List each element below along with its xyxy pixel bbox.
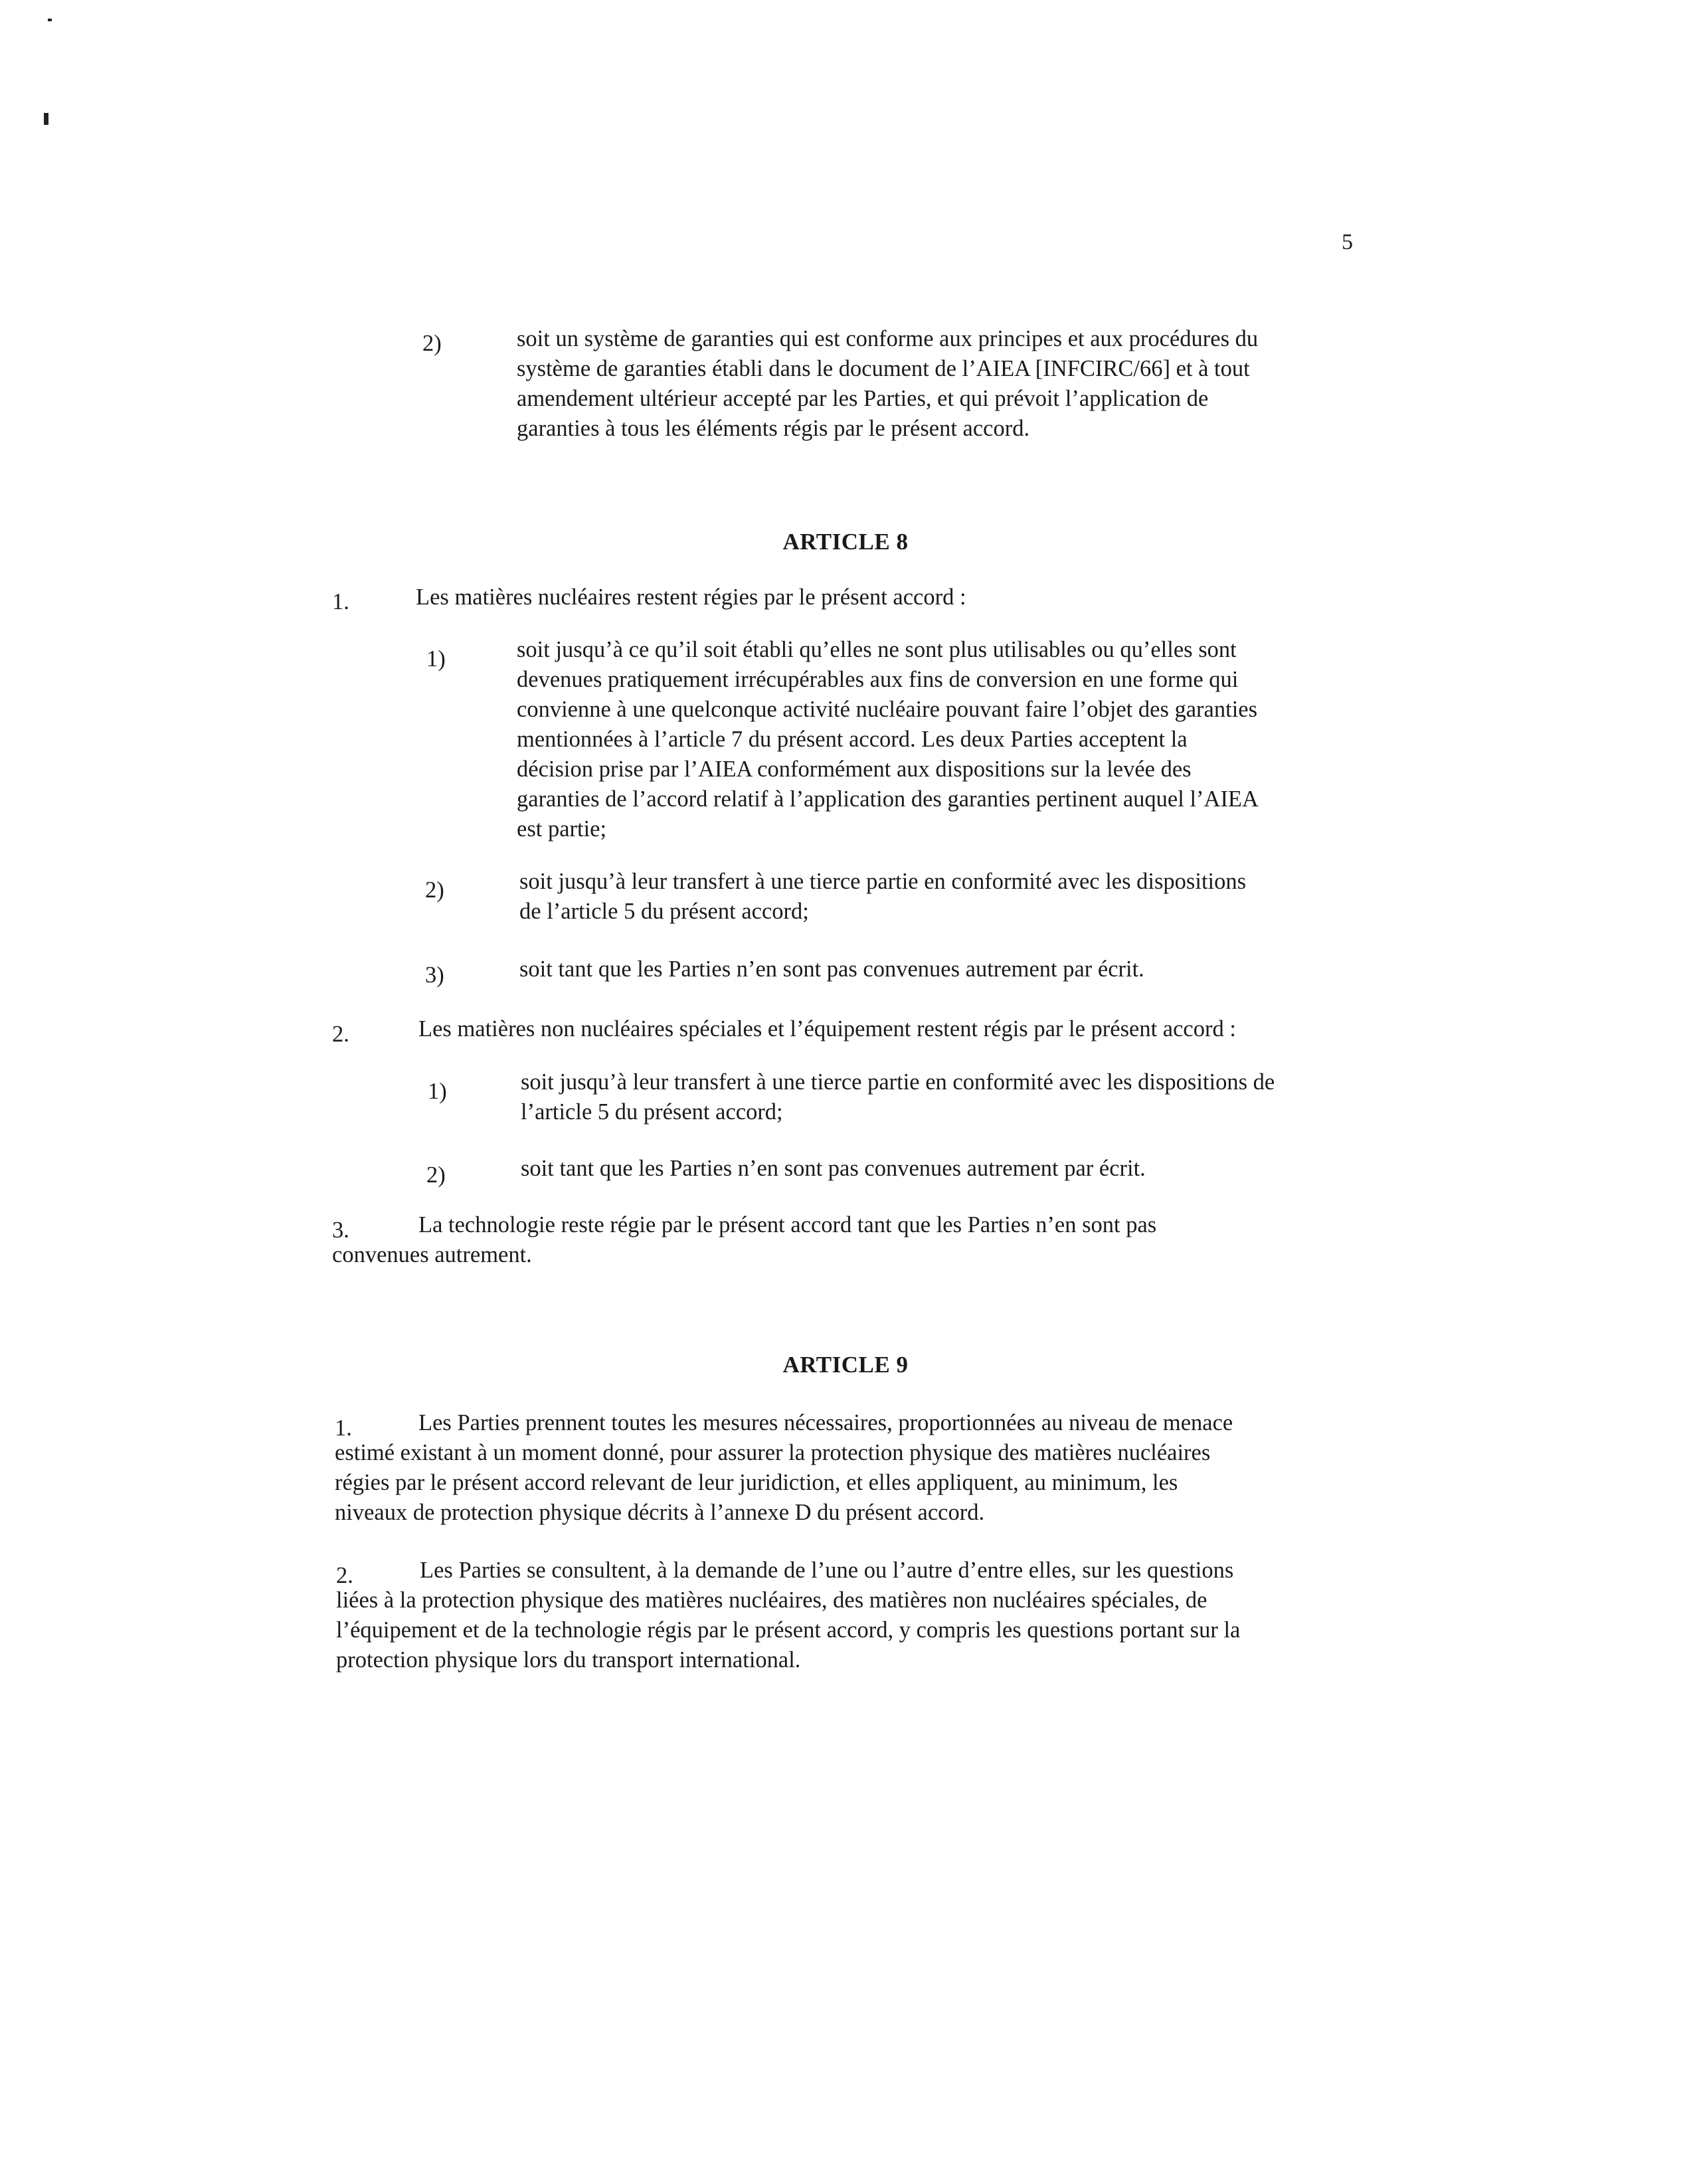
paragraph-text: Les Parties prennent toutes les mesures nécessaires, proportionnées au niveau de menace estimé existant à un moment donné, pour assurer la protection physique des matières nucléaires régies par le présent accord relevant de leur juridiction, et elles appliquent, au minimum, les niveaux de protection physique décrits à l’annexe D du présent accord.: [335, 1410, 1233, 1525]
article-heading: ARTICLE 9: [782, 1352, 909, 1378]
list-item-number: 2): [422, 331, 442, 356]
scan-mark: [44, 113, 48, 125]
list-item-text: soit jusqu’à leur transfert à une tierce partie en conformité avec les dispositions de l’article 5 du présent accord;: [521, 1069, 1275, 1125]
scan-mark: [48, 19, 52, 21]
list-item-number: 1): [426, 646, 446, 672]
list-item-number: 2): [425, 877, 444, 903]
page-number: 5: [1342, 230, 1353, 254]
paragraph-number: 3.: [332, 1218, 349, 1243]
list-item-text: soit tant que les Parties n’en sont pas convenues autrement par écrit.: [521, 1156, 1146, 1181]
list-item-number: 1): [428, 1079, 447, 1104]
paragraph-text: Les Parties se consultent, à la demande de l’une ou l’autre d’entre elles, sur les questions liées à la protection physique des matières nucléaires, des matières non nucléaires spéciales, de l’équipement et de la technologie régis par le présent accord, y compris les questions portant sur la protection physique lors du transport international.: [336, 1558, 1241, 1673]
paragraph-text: Les matières nucléaires restent régies par le présent accord :: [416, 585, 966, 610]
article-heading: ARTICLE 8: [782, 529, 909, 555]
paragraph-text: La technologie reste régie par le présent accord tant que les Parties n’en sont pas convenues autrement.: [332, 1212, 1157, 1267]
paragraph-number: 2.: [336, 1563, 353, 1588]
list-item-text: soit jusqu’à ce qu’il soit établi qu’elles ne sont plus utilisables ou qu’elles sont devenues pratiquement irrécupérables aux fins de conversion en une forme qui convienne à une quelconque activité nucléaire pouvant faire l’objet des garanties mentionnées à l’article 7 du présent accord. Les deux Parties acceptent la décision prise par l’AIEA conformément aux dispositions sur la levée des garanties de l’accord relatif à l’application des garanties pertinent auquel l’AIEA est partie;: [517, 637, 1259, 842]
paragraph-text: Les matières non nucléaires spéciales et l’équipement restent régis par le présent accord :: [418, 1016, 1236, 1042]
list-item-number: 3): [425, 962, 444, 988]
list-item-text: soit tant que les Parties n’en sont pas convenues autrement par écrit.: [519, 956, 1144, 982]
paragraph-number: 2.: [332, 1022, 349, 1047]
list-item-number: 2): [426, 1162, 446, 1188]
list-item-text: soit jusqu’à leur transfert à une tierce partie en conformité avec les dispositions de l’article 5 du présent accord;: [519, 869, 1247, 924]
list-item-text: soit un système de garanties qui est conforme aux principes et aux procédures du système de garanties établi dans le document de l’AIEA [INFCIRC/66] et à tout amendement ultérieur accepté par les Parties, et qui prévoit l’application de garanties à tous les éléments régis par le présent accord.: [517, 326, 1259, 441]
paragraph-number: 1.: [335, 1415, 352, 1441]
paragraph-number: 1.: [332, 589, 349, 614]
